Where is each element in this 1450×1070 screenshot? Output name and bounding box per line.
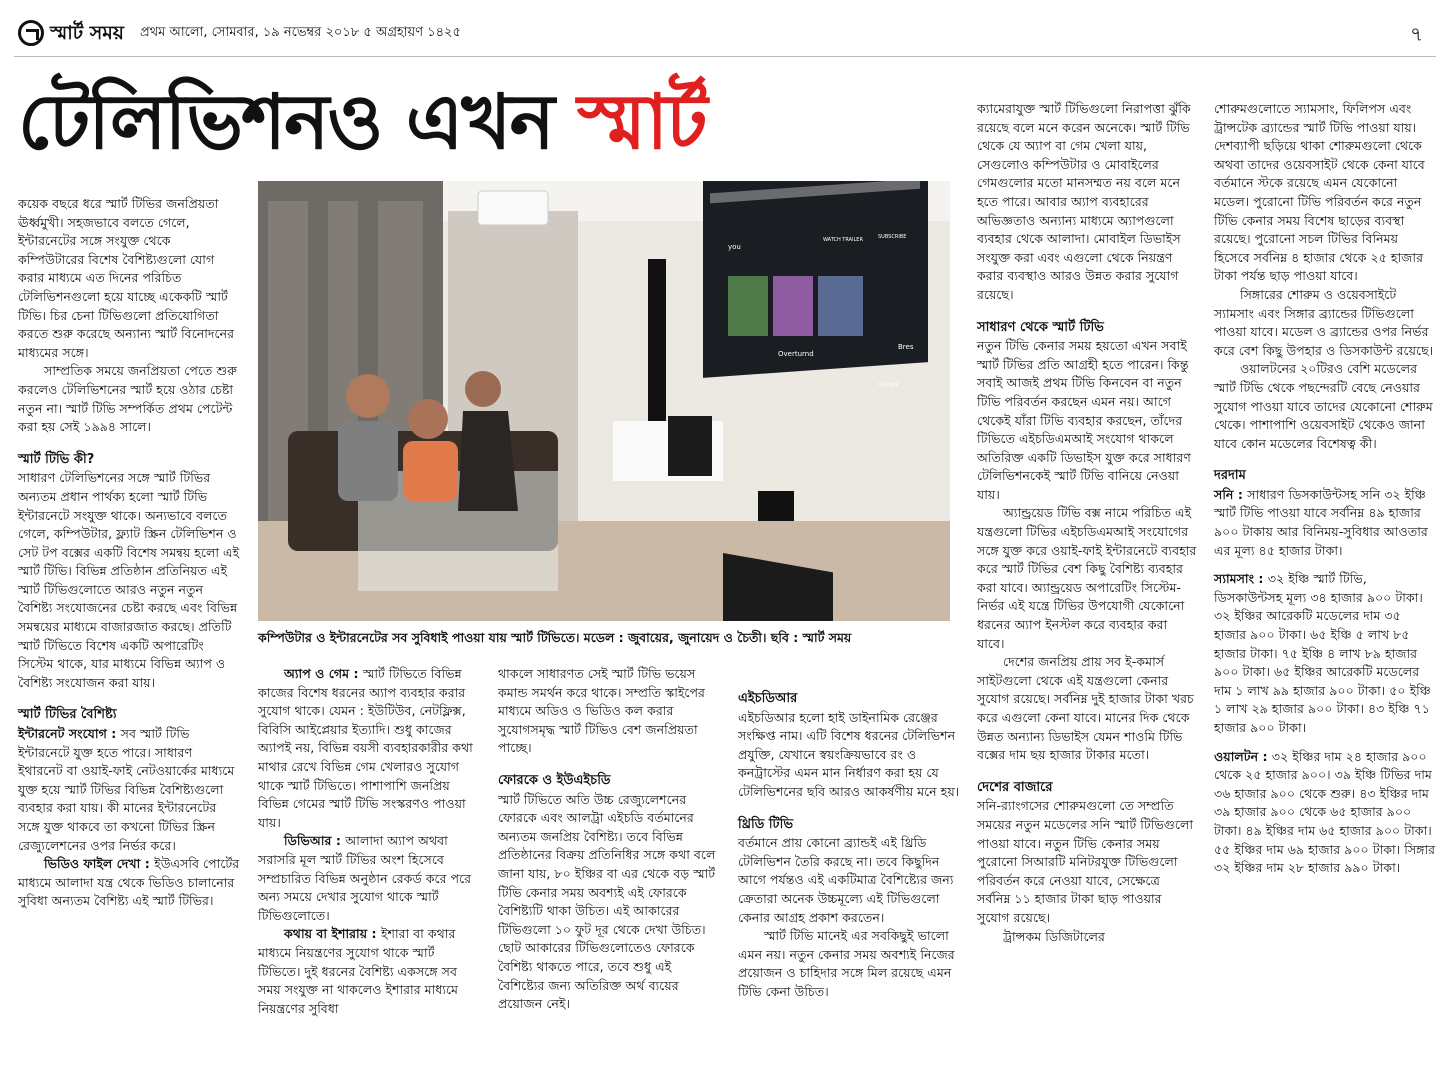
tv-header-text: you (728, 243, 741, 251)
article-column-5 (977, 100, 1197, 946)
lead-in: ভিডিও ফাইল দেখা : (44, 856, 155, 872)
paragraph-text: ৩২ ইঞ্চির দাম ২৪ হাজার ৯০০ থেকে ২৫ হাজার ৯০০। ৩৯ ইঞ্চি টিভির দাম ৩৬ হাজার ৯০০ থেকে শুরু। ৪৩ ইঞ্চির দাম ৩৯ হাজার ৯০০ থেকে ৬৫ হাজার ৯০০ টাকা। ৪৯ ইঞ্চির দাম ৬৫ হাজার ৯০০ টাকা। ৫৫ ইঞ্চির দাম ৬৯ হাজার ৯০০ টাকা। সিঙ্গার ৩২ ইঞ্চির দাম ২৮ হাজার ৯৯০ টাকা। (1214, 748, 1436, 876)
headline-accent: স্মার্ট (577, 77, 706, 166)
paragraph-text: ইশারা বা কথার মাধ্যমে নিয়ন্ত্রণের সুযোগ থাকে স্মার্ট টিভিতে। দুই ধরনের বৈশিষ্ট্য একসঙ্গে সব সময় সংযুক্ত না থাকলেও ইশারার মাধ্যমে নিয়ন্ত্রণের সুবিধা (258, 926, 459, 1016)
masthead-rule (14, 56, 1436, 57)
paragraph: দেশের জনপ্রিয় প্রায় সব ই-কমার্স সাইটগুলো থেকে এই যন্ত্রগুলো কেনার সুযোগ রয়েছে। সর্বনিম্ন দুই হাজার টাকা খরচ করে এগুলো কেনা যাবে। মানের দিক থেকে উন্নত অন্যান্য ডিভাইস যেমন শাওমি টিভি বক্সের দাম ছয় হাজার টাকার মতো। (977, 654, 1194, 763)
photo-caption: কম্পিউটার ও ইন্টারনেটের সব সুবিধাই পাওয়া যায় স্মার্ট টিভিতে। মডেল : জুবায়ের, জুনায়েদ ও চৈতী। ছবি : স্মার্ট সময় (258, 630, 852, 645)
lead-in: অ্যাপ ও গেম : (284, 666, 363, 681)
lead-in: ডিভিআর : (284, 833, 346, 849)
paragraph (18, 725, 240, 855)
paragraph: ক্যামেরাযুক্ত স্মার্ট টিভিগুলো নিরাপত্তা ঝুঁকি রয়েছে বলে মনে করেন অনেকে। স্মার্ট টিভি থেকে যে অ্যাপ বা গেম খেলা যায়, সেগুলোও কম্পিউটার ও মোবাইলের গেমগুলোর মতো মানসম্মত নয় বলে মনে হতে পারে। আবার অ্যাপ ব্যবহারের অভিজ্ঞতাও অন্যান্য মাধ্যমে অ্যাপগুলো ব্যবহার থেকে আলাদা। মোবাইল ডিভাইস সংযুক্ত করা এবং এগুলো থেকে নিয়ন্ত্রণ করার ব্যবস্থাও আরও উন্নত করার সুযোগ রয়েছে। (977, 101, 1191, 302)
subheading: ফোরকে ও ইউএইচডি (498, 772, 611, 788)
paragraph-text: ইউএসবি পোর্টের মাধ্যমে আলাদা যন্ত্র থেকে ভিডিও চালানোর সুবিধা অন্যতম বৈশিষ্ট্য এই স্মার্ট টিভির। (18, 856, 240, 909)
article-column-4 (738, 690, 960, 1002)
paragraph: বর্তমানে প্রায় কোনো ব্র্যান্ডই এই থ্রিডি টেলিভিশন তৈরি করছে না। তবে কিছুদিন আগে পর্যন্তও এই একটিমাত্র বৈশিষ্ট্যের জন্য ক্রেতারা অনেক উচ্চমূল্যে এই টিভিগুলো কেনার আগ্রহ প্রকাশ করতেন। (738, 835, 954, 925)
article-column-3 (498, 665, 720, 1014)
subheading: দরদাম (1214, 468, 1246, 484)
paragraph: অ্যান্ড্রয়েড টিভি বক্স নামে পরিচিত এই যন্ত্রগুলো টিভির এইচডিএমআই সংযোগের সঙ্গে যুক্ত করে ওয়াই-ফাই ইন্টারনেটে ব্যবহার করে স্মার্ট টিভির বেশ কিছু বৈশিষ্ট্য ব্যবহার করা যাবে। অ্যান্ড্রয়েড অপারেটিং সিস্টেম-নির্ভর এই যন্ত্রে টিভির উপযোগী যেকোনো ধরনের অ্যাপ ইনস্টল করে ব্যবহার করা যাবে। (977, 505, 1197, 651)
paragraph (258, 832, 480, 925)
paragraph-text: সব স্মার্ট টিভি ইন্টারনেটে যুক্ত হতে পারে। সাধারণ ইথারনেট বা ওয়াই-ফাই নেটওয়ার্কের মাধ্যমে যুক্ত হয়ে স্মার্ট টিভির বিভিন্ন বৈশিষ্ট্যগুলো ব্যবহার করা যায়। কী মানের ইন্টারনেটের সঙ্গে যুক্ত থাকবে তা কখনো টিভির স্ক্রিন রেজ্যুলেশনের ওপর নির্ভর করে। (18, 726, 235, 853)
article-column-2 (258, 665, 480, 1018)
paragraph: সনি-র‍্যাংগসের শোরুমগুলো তে সম্প্রতি সময়ের নতুন মডেলের সনি স্মার্ট টিভিগুলো পাওয়া যাবে। নতুন টিভি কেনার সময় পুরোনো সিআরটি মনিটরযুক্ত টিভিগুলো পরিবর্তন করে নেওয়া যাবে, সেক্ষেত্রে সর্বনিম্ন ১১ হাজার টাকা ছাড় পাওয়ার সুযোগ রয়েছে। (977, 798, 1193, 925)
subheading: এইচডিআর (738, 691, 798, 706)
lead-in: ওয়ালটন : (1214, 748, 1272, 764)
paragraph (258, 665, 480, 832)
paragraph: থাকলে সাধারণত সেই স্মার্ট টিভি ভয়েস কমান্ড সমর্থন করে থাকে। সম্প্রতি স্কাইপের মাধ্যমে অডিও ও ভিডিও কল করার সুযোগসমৃদ্ধ স্মার্ট টিভিও বেশ জনপ্রিয়তা পাচ্ছে। (498, 666, 705, 756)
headline-main: টেলিভিশনও এখন (18, 77, 578, 166)
subheading: স্মার্ট টিভির বৈশিষ্ট্য (18, 707, 117, 723)
paragraph: স্মার্ট টিভি মানেই এর সবকিছুই ভালো এমন নয়। নতুন কেনার সময় অবশ্যই নিজের প্রয়োজন ও চাহিদার সঙ্গে মিল রয়েছে এমন টিভি কেনা উচিত। (738, 928, 955, 999)
section-name: স্মার্ট সময় (50, 22, 124, 44)
paragraph (1214, 486, 1436, 560)
photo-illustration (258, 181, 950, 621)
paragraph-text: স্মার্ট টিভিতে বিভিন্ন কাজের বিশেষ ধরনের অ্যাপ ব্যবহার করার সুযোগ থাকে। যেমন : ইউটিউব, নেটফ্লিক্স, বিবিসি আইপ্লেয়ার ইত্যাদি। শুধু কাজের অ্যাপই নয়, বিভিন্ন বয়সী ব্যবহারকারীর কথা মাথার রেখে বিভিন্ন গেম খেলারও সুযোগ থাকে স্মার্ট টিভিতে। পাশাপাশি জনপ্রিয় বিভিন্ন গেমের স্মার্ট টিভি সংস্করণও পাওয়া যায়। (258, 666, 473, 830)
paragraph: ওয়ালটনের ২০টিরও বেশি মডেলের স্মার্ট টিভি থেকে পছন্দেরটি বেছে নেওয়ার সুযোগ পাওয়া যাবে তাদের যেকোনো শোরুম থেকে। পাশাপাশি ওয়েবসাইট থেকেও জানা যাবে কোন মডেলের বিশেষত্ব কী। (1214, 361, 1433, 451)
paragraph: সাম্প্রতিক সময়ে জনপ্রিয়তা পেতে শুরু করলেও টেলিভিশনের স্মার্ট হয়ে ওঠার চেষ্টা নতুন না। স্মার্ট টিভি সম্পর্কিত প্রথম পেটেন্ট করা হয় সেই ১৯৯৪ সালে। (18, 363, 237, 435)
subheading: সাধারণ থেকে স্মার্ট টিভি (977, 319, 1104, 335)
paragraph-text: ৩২ ইঞ্চি স্মার্ট টিভি, ডিসকাউন্টসহ মূল্য ৩৪ হাজার ৯০০ টাকা। ৩২ ইঞ্চির আরেকটি মডেলের দাম ৩৫ হাজার ৯০০ টাকা। ৬৫ ইঞ্চি ৫ লাখ ৮৫ হাজার টাকা। ৭৫ ইঞ্চি ৪ লাখ ৮৯ হাজার ৯০০ টাকা। ৬৫ ইঞ্চির আরেকটি মডেলের দাম ১ লাখ ৯৯ হাজার ৯০০ টাকা। ৫০ ইঞ্চি ১ লাখ ২৯ হাজার ৯০০ টাকা। ৪৩ ইঞ্চি ৭১ হাজার ৯০০ টাকা। (1214, 571, 1431, 735)
subheading: থ্রিডি টিভি (738, 816, 794, 832)
paragraph (258, 925, 480, 1018)
dateline: প্রথম আলো, সোমবার, ১৯ নভেম্বর ২০১৮ ৫ অগ্রহায়ণ ১৪২৫ (140, 25, 461, 40)
paragraph: সাধারণ টেলিভিশনের সঙ্গে স্মার্ট টিভির অন্যতম প্রধান পার্থক্য হলো স্মার্ট টিভি ইন্টারনেটে সংযুক্ত থাকে। অন্যভাবে বলতে গেলে, কম্পিউটার, ফ্ল্যাট স্ক্রিন টেলিভিশন ও সেট টপ বক্সের একটি বিশেষ সমন্বয় হলো এই স্মার্ট টিভি। বিভিন্ন প্রতিষ্ঠান প্রতিনিয়ত এই স্মার্ট টিভিগুলোতে আরও নতুন নতুন বৈশিষ্ট্য সংযোজনের চেষ্টা করছে এবং বিভিন্ন সমন্বয়ের মাধ্যমে বাজারজাত করছে। প্রতিটি স্মার্ট টিভিতে বিশেষ একটি অপারেটিং সিস্টেম থাকে, যার মাধ্যমে বিভিন্ন অ্যাপ ও বৈশিষ্ট্য সংযোজন করা যায়। (18, 470, 240, 690)
tv-tab-1: WATCH TRAILER (823, 237, 863, 243)
paragraph: স্মার্ট টিভিতে অতি উচ্চ রেজ্যুলেশনের ফোরকে এবং আলট্রা এইচডি বর্তমানের অন্যতম জনপ্রিয় বৈশিষ্ট্য। তবে বিভিন্ন প্রতিষ্ঠানের বিক্রয় প্রতিনিধির সঙ্গে কথা বলে জানা যায়, ৮০ ইঞ্চির বা এর থেকে বড় স্মার্ট টিভি কেনার সময় অবশ্যই এই ফোরকে বৈশিষ্ট্যটি থাকা উচিত। এই আকারের টিভিগুলো ১০ ফুট দূর থেকে দেখা উচিত। ছোট আকারের টিভিগুলোতেও ফোরকে বৈশিষ্ট্য থাকতে পারে, তবে শুধু এই বৈশিষ্ট্যের জন্য অতিরিক্ত অর্থ ব্যয়ের প্রয়োজন নেই। (498, 791, 716, 1012)
subheading: দেশের বাজারে (977, 779, 1053, 795)
tv-back-label: Go Back (878, 382, 899, 388)
paragraph: এইচডিআর হলো হাই ডাইনামিক রেঞ্জের সংক্ষিপ্ত নাম। এটি বিশেষ ধরনের টেলিভিশন প্রযুক্তি, যেখানে স্বয়ংক্রিয়ভাবে রং ও কনট্রাস্টের এমন মান নির্ধারণ করা হয় যে টেলিভিশনের ছবি আরও আকর্ষণীয় মনে হয়। (738, 709, 960, 799)
headline (18, 77, 706, 166)
lead-in: স্যামসাং : (1214, 571, 1268, 587)
paragraph (1214, 748, 1436, 878)
paragraph (18, 855, 240, 911)
page-number: ৭ (1410, 22, 1424, 46)
paragraph: নতুন টিভি কেনার সময় হয়তো এখন সবাই স্মার্ট টিভির প্রতি আগ্রহী হতে পারেন। কিন্তু সবাই আজই প্রথম টিভি কিনবেন বা নতুন টিভি পরিবর্তন করছেন এমন নয়। আগে থেকেই যাঁরা টিভি ব্যবহার করছেন, তাঁদের টিভিতে এইচডিএমআই সংযোগ থাকলে অতিরিক্ত একটি ডিভাইস যুক্ত করে সাধারণ টেলিভিশনকেই স্মার্ট টিভি বানিয়ে নেওয়া যায়। (977, 338, 1191, 502)
article-column-6 (1214, 100, 1436, 878)
paragraph-text: সাধারণ ডিসকাউন্টসহ সনি ৩২ ইঞ্চি স্মার্ট টিভি পাওয়া যাবে সর্বনিম্ন ৪৯ হাজার ৯০০ টাকায় আর বিনিময়-সুবিধার আওতার এর মূল্য ৪৫ হাজার টাকা। (1214, 486, 1428, 558)
paragraph: কয়েক বছরে ধরে স্মার্ট টিভির জনপ্রিয়তা ঊর্ধ্বমুখী। সহজভাবে বলতে গেলে, ইন্টারনেটের সঙ্গে সংযুক্ত থেকে কম্পিউটারের বিশেষ বৈশিষ্ট্যগুলো যোগ করার মাধ্যমে এত দিনের পরিচিত টেলিভিশনগুলো হয়ে যাচ্ছে একেকটি স্মার্ট টিভি। চির চেনা টিভিগুলো প্রতিযোগিতা করতে শুরু করেছে অন্যান্য স্মার্ট বিনোদনের মাধ্যমের সঙ্গে। (18, 196, 235, 360)
paragraph (1214, 570, 1436, 737)
lead-in: সনি : (1214, 486, 1248, 502)
article-photo (258, 181, 950, 621)
lead-in: কথায় বা ইশারায় : (284, 926, 381, 942)
lead-in: ইন্টারনেট সংযোগ : (18, 726, 121, 742)
newspaper-logo-icon (18, 20, 44, 46)
subheading: স্মার্ট টিভি কী? (18, 451, 95, 467)
paragraph: সিঙ্গারের শোরুম ও ওয়েবসাইটে স্যামসাং এবং সিঙ্গার ব্র্যান্ডের টিভিগুলো পাওয়া যাবে। মডেল ও ব্র্যান্ডের ওপর নির্ভর করে বেশ কিছু উপহার ও ডিসকাউন্ট রয়েছে। (1214, 286, 1434, 358)
paragraph-text: আলাদা অ্যাপ অথবা সরাসরি মূল স্মার্ট টিভির অংশ হিসেবে সম্প্রচারিত বিভিন্ন অনুষ্ঠান রেকর্ড করে পরে অন্য সময়ে দেখার সুযোগ থাকে স্মার্ট টিভিগুলোতে। (258, 833, 472, 923)
tv-tab-2: SUBSCRIBE (878, 234, 907, 240)
paragraph: ট্রান্সকম ডিজিটালের (1003, 928, 1105, 944)
paragraph: শোরুমগুলোতে স্যামসাং, ফিলিপস এবং ট্রান্সটেক ব্র্যান্ডের স্মার্ট টিভি পাওয়া যায়। দেশব্যাপী ছড়িয়ে থাকা শোরুমগুলো থেকে অথবা তাদের ওয়েবসাইট থেকে কেনা যাবে বর্তমানে স্টকে রয়েছে এমন যেকোনো মডেল। পুরোনো টিভি পরিবর্তন করে নতুন টিভি কেনার সময় বিশেষ ছাড়ের ব্যবস্থা রয়েছে। পুরোনো সচল টিভির বিনিময় হিসেবে সর্বনিম্ন ৪ হাজার থেকে ২৫ হাজার টাকা পর্যন্ত ছাড় পাওয়া যাবে। (1214, 101, 1425, 284)
tv-row-label: Overturnd (778, 350, 814, 358)
article-column-1 (18, 195, 240, 911)
tv-right-label: Bres (898, 343, 914, 351)
